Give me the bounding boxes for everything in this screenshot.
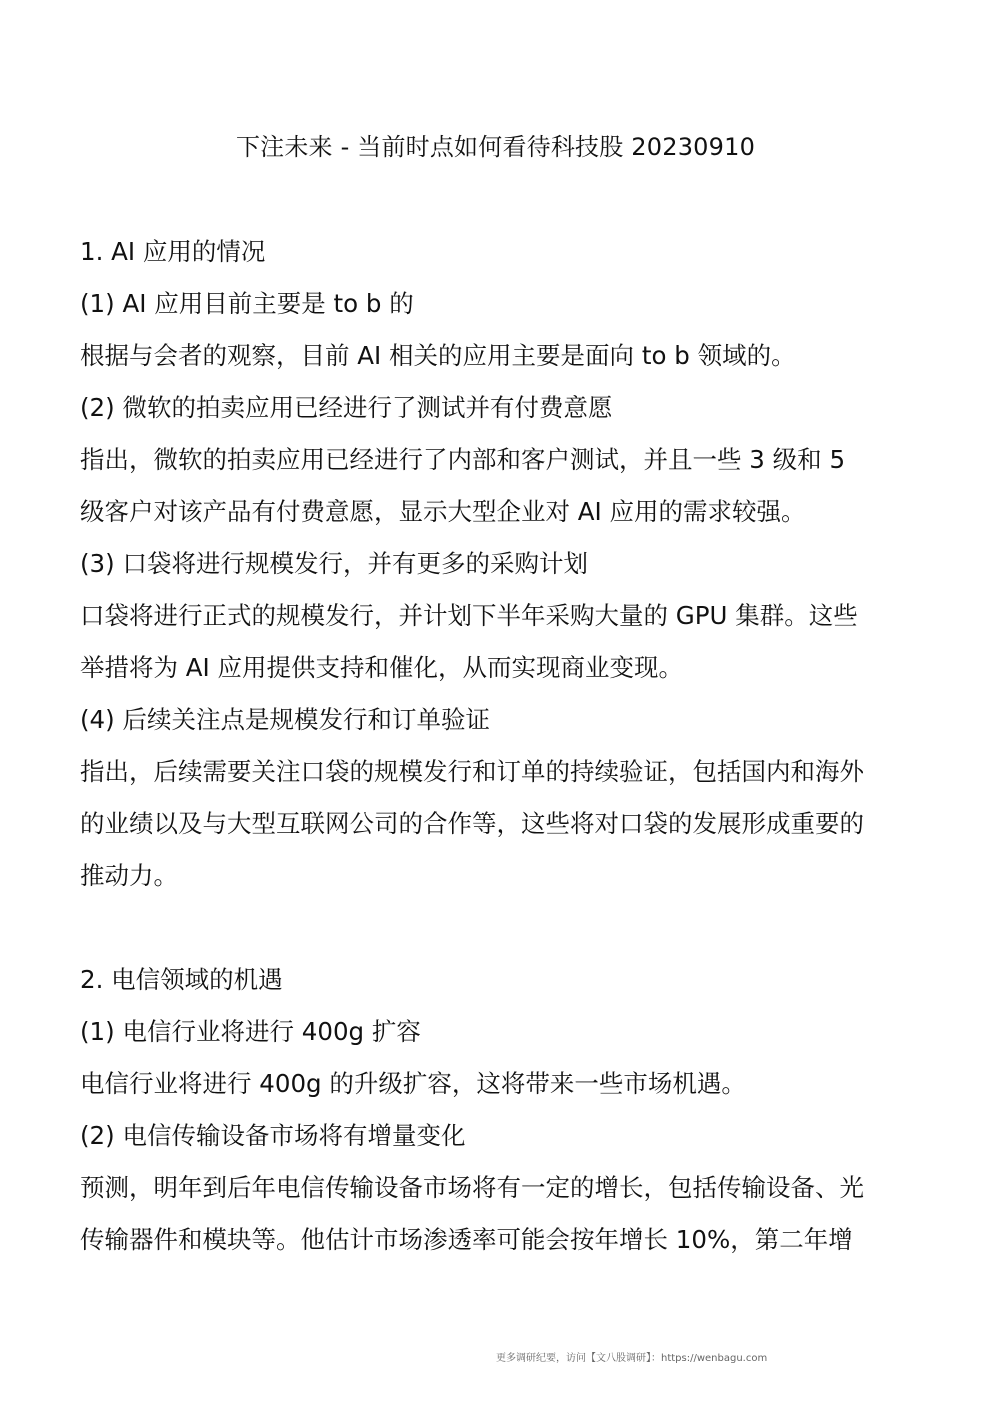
- document-body: [80, 226, 922, 1266]
- footer-link-text[interactable]: 更多调研纪要，访问【文八股调研】：https://wenbagu.com: [496, 1353, 768, 1364]
- paragraph-line: 传输器件和模块等。他估计市场渗透率可能会按年增长 10%，第二年增: [80, 1225, 853, 1254]
- paragraph-line: 指出，后续需要关注口袋的规模发行和订单的持续验证，包括国内和海外: [80, 757, 864, 786]
- subsection-heading: (4) 后续关注点是规模发行和订单验证: [80, 705, 490, 734]
- paragraph-line: 级客户对该产品有付费意愿，显示大型企业对 AI 应用的需求较强。: [80, 497, 806, 526]
- subsection-heading: (2) 微软的拍卖应用已经进行了测试并有付费意愿: [80, 393, 613, 422]
- paragraph-line: 指出，微软的拍卖应用已经进行了内部和客户测试，并且一些 3 级和 5: [80, 445, 846, 474]
- document-title: 下注未来 - 当前时点如何看待科技股 20230910: [235, 133, 756, 161]
- paragraph-line: 口袋将进行正式的规模发行，并计划下半年采购大量的 GPU 集群。这些: [80, 601, 858, 630]
- paragraph-line: 举措将为 AI 应用提供支持和催化，从而实现商业变现。: [80, 653, 684, 682]
- section-heading: 2. 电信领域的机遇: [80, 965, 283, 994]
- subsection-heading: (2) 电信传输设备市场将有增量变化: [80, 1121, 466, 1150]
- paragraph-line: 的业绩以及与大型互联网公司的合作等，这些将对口袋的发展形成重要的: [80, 809, 864, 838]
- section-heading: 1. AI 应用的情况: [80, 237, 266, 266]
- paragraph-line: 推动力。: [80, 861, 178, 890]
- paragraph-line: 电信行业将进行 400g 的升级扩容，这将带来一些市场机遇。: [80, 1069, 746, 1098]
- paragraph-line: 根据与会者的观察，目前 AI 相关的应用主要是面向 to b 领域的。: [80, 341, 796, 370]
- blank-line: [80, 902, 922, 954]
- subsection-heading: (3) 口袋将进行规模发行，并有更多的采购计划: [80, 549, 588, 578]
- subsection-heading: (1) 电信行业将进行 400g 扩容: [80, 1017, 421, 1046]
- subsection-heading: (1) AI 应用目前主要是 to b 的: [80, 289, 414, 318]
- paragraph-line: 预测，明年到后年电信传输设备市场将有一定的增长，包括传输设备、光: [80, 1173, 864, 1202]
